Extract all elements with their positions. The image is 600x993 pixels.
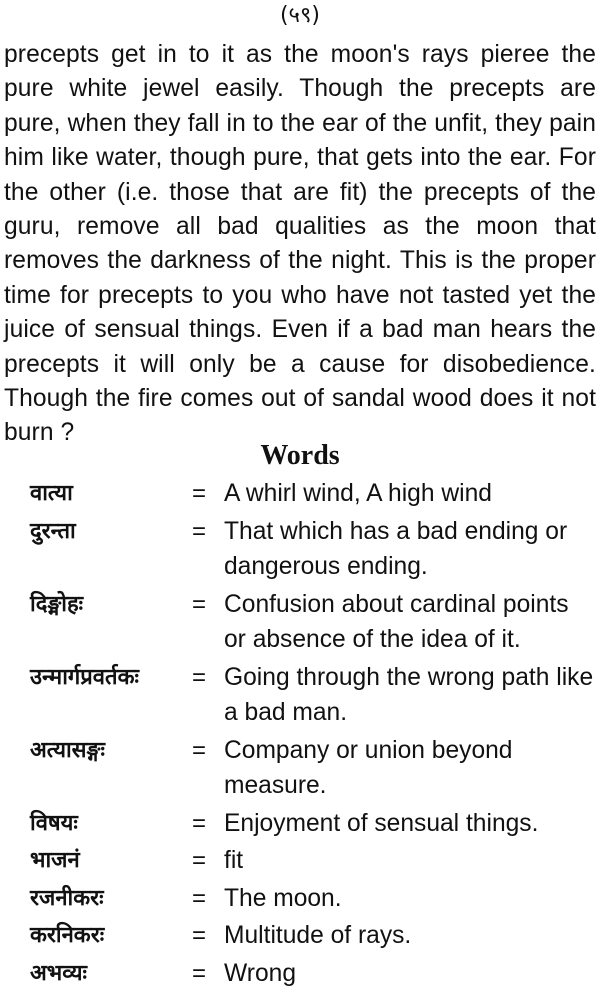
glossary-entry: [0, 881, 600, 917]
equals-sign: =: [192, 847, 207, 874]
equals-sign: =: [192, 736, 207, 764]
equals-sign: =: [192, 959, 207, 987]
page-number: (५९): [279, 3, 321, 28]
glossary-term: अत्यासङ्गः: [30, 737, 105, 763]
equals-sign: =: [192, 590, 207, 618]
equals-sign: =: [192, 884, 207, 912]
glossary-entry: [0, 733, 600, 804]
equals-sign: =: [192, 517, 207, 545]
glossary-entry: [0, 918, 600, 954]
glossary-definition: That which has a bad ending or dangerous ending.: [224, 517, 568, 580]
glossary-term: उन्मार्गप्रवर्तकः: [30, 664, 139, 690]
glossary-definition: Confusion about cardinal points or absence of the idea of it.: [224, 590, 569, 653]
glossary-definition: Company or union beyond measure.: [224, 736, 513, 799]
glossary-entry: [0, 587, 600, 658]
equals-sign: =: [192, 480, 207, 507]
equals-sign: =: [192, 922, 207, 949]
glossary-entry: [0, 843, 600, 879]
glossary-list: [0, 476, 600, 993]
glossary-term: भाजनं: [30, 848, 80, 873]
glossary-term: दुरन्ता: [30, 518, 76, 544]
glossary-term: दिङ्मोहः: [30, 591, 84, 617]
glossary-entry: [0, 660, 600, 731]
glossary-entry: [0, 476, 600, 512]
glossary-term: वात्या: [30, 481, 73, 506]
glossary-term: अभव्यः: [30, 960, 88, 986]
glossary-definition: Wrong: [224, 959, 296, 987]
glossary-entry: [0, 956, 600, 992]
glossary-definition: Enjoyment of sensual things.: [224, 809, 539, 837]
glossary-term: विषयः: [30, 810, 78, 836]
glossary-definition: Multitude of rays.: [224, 922, 412, 949]
words-heading: Words: [260, 440, 340, 471]
glossary-entry: [0, 806, 600, 842]
equals-sign: =: [192, 809, 207, 837]
glossary-definition: Going through the wrong path like a bad man.: [224, 663, 594, 726]
glossary-definition: fit: [224, 847, 244, 874]
equals-sign: =: [192, 663, 207, 691]
glossary-term: करनिकरः: [30, 923, 105, 948]
glossary-term: रजनीकरः: [30, 885, 104, 911]
glossary-definition: The moon.: [224, 884, 342, 912]
body-paragraph: precepts get in to it as the moon's rays pieree the pure white jewel easily. Though the precepts are pure, when they fall in to the ear of the unfit, they pain him like water, though pure, that gets into the ear. For the other (i.e. those that are fit) the precepts of the guru, remove all bad qualities as the moon that removes the darkness of the night. This is the proper time for precepts to you who have not tasted yet the juice of sensual things. Even if a bad man hears the precepts it will only be a cause for disobedience. Though the fire comes out of sandal wood does it not burn ?: [4, 41, 596, 447]
glossary-entry: [0, 514, 600, 585]
glossary-definition: A whirl wind, A high wind: [224, 480, 492, 507]
